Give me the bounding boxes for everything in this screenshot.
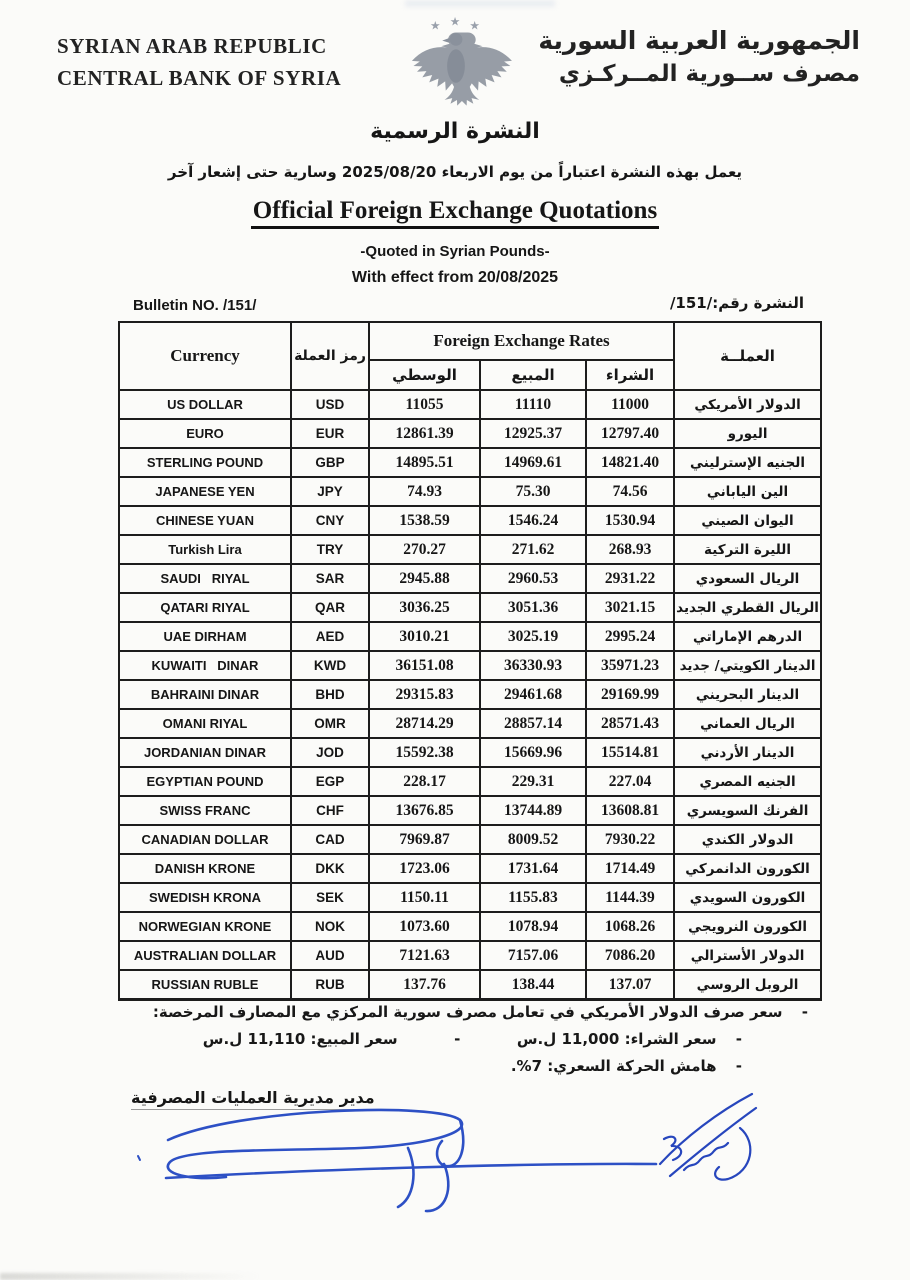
currency-name-ar: الين الياباني: [674, 477, 821, 506]
quoted-in-subtitle: -Quoted in Syrian Pounds-: [360, 243, 550, 260]
sell-rate: 36330.93: [480, 651, 586, 680]
buy-rate: 11000: [586, 390, 674, 419]
exchange-rates-table: [118, 321, 822, 1001]
fx-table-body: [119, 390, 821, 1000]
currency-name-ar: اليورو: [674, 419, 821, 448]
org-name-ar-line2: مصرف ســورية المــركـزي: [558, 61, 860, 87]
middle-rate: 1150.11: [369, 883, 480, 912]
director-signature: [108, 1098, 674, 1218]
middle-rate: 28714.29: [369, 709, 480, 738]
buy-rate: 29169.99: [586, 680, 674, 709]
sell-rate: 28857.14: [480, 709, 586, 738]
currency-code: JPY: [291, 477, 369, 506]
sell-rate: 75.30: [480, 477, 586, 506]
currency-code: EGP: [291, 767, 369, 796]
buy-rate: 74.56: [586, 477, 674, 506]
middle-rate: 13676.85: [369, 796, 480, 825]
column-header-buy-rate: الشراء: [586, 360, 674, 390]
sell-rate: 1731.64: [480, 854, 586, 883]
currency-row: [119, 970, 821, 1000]
footnote-dash: -: [735, 1057, 742, 1075]
sell-rate: 1078.94: [480, 912, 586, 941]
middle-rate: 29315.83: [369, 680, 480, 709]
currency-row: [119, 709, 821, 738]
currency-name-ar: الريال السعودي: [674, 564, 821, 593]
sell-rate: 11110: [480, 390, 586, 419]
emblem-star-icon: ★: [430, 18, 441, 33]
footnote-buy-sell-rates: [88, 1030, 742, 1048]
with-effect-from-line: With effect from 20/08/2025: [351, 269, 559, 286]
sell-rate: 229.31: [480, 767, 586, 796]
currency-name-ar: الكورون النرويجي: [674, 912, 821, 941]
currency-code: AUD: [291, 941, 369, 970]
column-header-middle-rate: الوسطي: [369, 360, 480, 390]
currency-code: JOD: [291, 738, 369, 767]
currency-name-ar: الكورون السويدي: [674, 883, 821, 912]
currency-name-ar: اليوان الصيني: [674, 506, 821, 535]
currency-name-en: Turkish Lira: [119, 535, 291, 564]
buy-rate: 1068.26: [586, 912, 674, 941]
buy-rate: 13608.81: [586, 796, 674, 825]
middle-rate: 270.27: [369, 535, 480, 564]
currency-name-ar: الليرة التركية: [674, 535, 821, 564]
column-header-currency-en: Currency: [119, 322, 291, 390]
currency-code: OMR: [291, 709, 369, 738]
currency-name-en: UAE DIRHAM: [119, 622, 291, 651]
buy-rate: 2931.22: [586, 564, 674, 593]
currency-name-en: CHINESE YUAN: [119, 506, 291, 535]
currency-code: SAR: [291, 564, 369, 593]
currency-name-en: EURO: [119, 419, 291, 448]
middle-rate: 3010.21: [369, 622, 480, 651]
sell-rate: 7157.06: [480, 941, 586, 970]
org-name-ar-line1: الجمهورية العربية السورية: [538, 26, 860, 55]
footnote-usd-dealing: [88, 1003, 808, 1021]
currency-name-en: NORWEGIAN KRONE: [119, 912, 291, 941]
currency-code: RUB: [291, 970, 369, 1000]
footnote-buy-rate-text: سعر الشراء: 11,000 ل.س: [516, 1030, 717, 1048]
currency-code: CNY: [291, 506, 369, 535]
currency-row: [119, 738, 821, 767]
currency-name-en: US DOLLAR: [119, 390, 291, 419]
org-name-english: [57, 30, 341, 94]
middle-rate: 1723.06: [369, 854, 480, 883]
sell-rate: 13744.89: [480, 796, 586, 825]
column-header-rates-group: Foreign Exchange Rates: [369, 322, 674, 360]
currency-row: [119, 912, 821, 941]
buy-rate: 268.93: [586, 535, 674, 564]
effective-date-line-ar: يعمل بهذه النشرة اعتباراً من يوم الاربعاء 2025/08/20 وسارية حتى إشعار آخر: [167, 163, 743, 181]
buy-rate: 2995.24: [586, 622, 674, 651]
sell-rate: 3051.36: [480, 593, 586, 622]
sell-rate: 138.44: [480, 970, 586, 1000]
currency-name-en: CANADIAN DOLLAR: [119, 825, 291, 854]
buy-rate: 15514.81: [586, 738, 674, 767]
footnote-sell-rate-text: سعر المبيع: 11,110 ل.س: [202, 1030, 398, 1048]
currency-code: KWD: [291, 651, 369, 680]
currency-row: [119, 506, 821, 535]
document-title-wrap: [0, 197, 910, 229]
middle-rate: 11055: [369, 390, 480, 419]
middle-rate: 3036.25: [369, 593, 480, 622]
sell-rate: 3025.19: [480, 622, 586, 651]
currency-row: [119, 622, 821, 651]
currency-code: BHD: [291, 680, 369, 709]
currency-row: [119, 854, 821, 883]
signatory-title: مدير مديرية العمليات المصرفية: [131, 1088, 375, 1110]
buy-rate: 7086.20: [586, 941, 674, 970]
bulletin-number-ar: النشرة رقم:/151/: [669, 294, 804, 312]
buy-rate: 3021.15: [586, 593, 674, 622]
sell-rate: 2960.53: [480, 564, 586, 593]
currency-row: [119, 680, 821, 709]
currency-name-ar: الروبل الروسي: [674, 970, 821, 1000]
currency-name-ar: الدولار الأمريكي: [674, 390, 821, 419]
middle-rate: 137.76: [369, 970, 480, 1000]
currency-code: DKK: [291, 854, 369, 883]
currency-code: CAD: [291, 825, 369, 854]
currency-row: [119, 419, 821, 448]
emblem-star-icon: ★: [469, 18, 480, 33]
currency-name-en: QATARI RIYAL: [119, 593, 291, 622]
currency-row: [119, 825, 821, 854]
currency-row: [119, 941, 821, 970]
buy-rate: 7930.22: [586, 825, 674, 854]
currency-name-en: JORDANIAN DINAR: [119, 738, 291, 767]
buy-rate: 35971.23: [586, 651, 674, 680]
currency-row: [119, 448, 821, 477]
buy-rate: 1144.39: [586, 883, 674, 912]
sell-rate: 1546.24: [480, 506, 586, 535]
buy-rate: 12797.40: [586, 419, 674, 448]
buy-rate: 14821.40: [586, 448, 674, 477]
currency-code: TRY: [291, 535, 369, 564]
middle-rate: 15592.38: [369, 738, 480, 767]
org-name-en-line2: CENTRAL BANK OF SYRIA: [57, 66, 342, 90]
currency-name-ar: الدرهم الإماراتي: [674, 622, 821, 651]
currency-row: [119, 390, 821, 419]
currency-code: EUR: [291, 419, 369, 448]
emblem-star-icon: ★: [449, 14, 461, 29]
currency-name-en: DANISH KRONE: [119, 854, 291, 883]
sell-rate: 8009.52: [480, 825, 586, 854]
buy-rate: 137.07: [586, 970, 674, 1000]
footnote-dash: -: [735, 1030, 742, 1048]
footnote-separator-dash: -: [454, 1030, 461, 1048]
currency-name-ar: الدولار الكندي: [674, 825, 821, 854]
middle-rate: 7969.87: [369, 825, 480, 854]
footnote-price-margin-text: هامش الحركة السعري: 7%.: [510, 1057, 717, 1075]
middle-rate: 12861.39: [369, 419, 480, 448]
middle-rate: 1538.59: [369, 506, 480, 535]
currency-code: CHF: [291, 796, 369, 825]
currency-row: [119, 535, 821, 564]
currency-name-en: EGYPTIAN POUND: [119, 767, 291, 796]
org-name-en-line1: SYRIAN ARAB REPUBLIC: [57, 34, 327, 58]
currency-name-en: BAHRAINI DINAR: [119, 680, 291, 709]
currency-row: [119, 767, 821, 796]
currency-row: [119, 651, 821, 680]
currency-name-ar: الفرنك السويسري: [674, 796, 821, 825]
currency-name-en: KUWAITI DINAR: [119, 651, 291, 680]
currency-name-en: OMANI RIYAL: [119, 709, 291, 738]
official-bulletin-title-ar: النشرة الرسمية: [370, 119, 540, 144]
currency-name-ar: الريال القطري الجديد: [674, 593, 821, 622]
column-header-sell-rate: المبيع: [480, 360, 586, 390]
central-bank-eagle-emblem: [392, 12, 520, 118]
currency-code: AED: [291, 622, 369, 651]
currency-code: QAR: [291, 593, 369, 622]
buy-rate: 1530.94: [586, 506, 674, 535]
footnote-usd-dealing-text: سعر صرف الدولار الأمريكي في تعامل مصرف سورية المركزي مع المصارف المرخصة:: [152, 1003, 783, 1021]
document-title: Official Foreign Exchange Quotations: [251, 197, 659, 229]
bulletin-number-en: Bulletin NO. /151/: [133, 297, 257, 314]
currency-name-en: RUSSIAN RUBLE: [119, 970, 291, 1000]
footnote-price-margin: [88, 1057, 742, 1075]
currency-row: [119, 796, 821, 825]
sell-rate: 271.62: [480, 535, 586, 564]
currency-row: [119, 564, 821, 593]
middle-rate: 2945.88: [369, 564, 480, 593]
currency-name-en: JAPANESE YEN: [119, 477, 291, 506]
currency-name-en: SWISS FRANC: [119, 796, 291, 825]
currency-name-en: STERLING POUND: [119, 448, 291, 477]
currency-row: [119, 593, 821, 622]
currency-row: [119, 883, 821, 912]
secondary-signature: [644, 1082, 768, 1200]
column-header-currency-code: رمز العملة: [291, 322, 369, 390]
middle-rate: 14895.51: [369, 448, 480, 477]
currency-name-ar: الدينار الكويتي/ جديد: [674, 651, 821, 680]
middle-rate: 7121.63: [369, 941, 480, 970]
buy-rate: 1714.49: [586, 854, 674, 883]
footnotes: [88, 1003, 808, 1084]
currency-name-en: AUSTRALIAN DOLLAR: [119, 941, 291, 970]
scan-artifact: [405, 0, 555, 7]
currency-row: [119, 477, 821, 506]
sell-rate: 14969.61: [480, 448, 586, 477]
eagle-icon: [412, 33, 512, 106]
footnote-dash: -: [801, 1003, 808, 1021]
currency-name-en: SAUDI RIYAL: [119, 564, 291, 593]
currency-name-ar: الدينار البحريني: [674, 680, 821, 709]
currency-code: SEK: [291, 883, 369, 912]
currency-code: NOK: [291, 912, 369, 941]
sell-rate: 29461.68: [480, 680, 586, 709]
org-name-arabic: [538, 24, 860, 90]
currency-name-ar: الجنيه الإسترليني: [674, 448, 821, 477]
middle-rate: 228.17: [369, 767, 480, 796]
currency-name-en: SWEDISH KRONA: [119, 883, 291, 912]
currency-name-ar: الدينار الأردني: [674, 738, 821, 767]
sell-rate: 15669.96: [480, 738, 586, 767]
middle-rate: 1073.60: [369, 912, 480, 941]
currency-code: GBP: [291, 448, 369, 477]
column-header-currency-ar: العملــة: [674, 322, 821, 390]
currency-name-ar: الجنيه المصري: [674, 767, 821, 796]
currency-name-ar: الدولار الأسترالي: [674, 941, 821, 970]
middle-rate: 36151.08: [369, 651, 480, 680]
currency-name-ar: الكورون الدانمركي: [674, 854, 821, 883]
currency-name-ar: الريال العماني: [674, 709, 821, 738]
buy-rate: 227.04: [586, 767, 674, 796]
sell-rate: 12925.37: [480, 419, 586, 448]
scan-artifact: [0, 1273, 260, 1280]
currency-code: USD: [291, 390, 369, 419]
middle-rate: 74.93: [369, 477, 480, 506]
sell-rate: 1155.83: [480, 883, 586, 912]
buy-rate: 28571.43: [586, 709, 674, 738]
